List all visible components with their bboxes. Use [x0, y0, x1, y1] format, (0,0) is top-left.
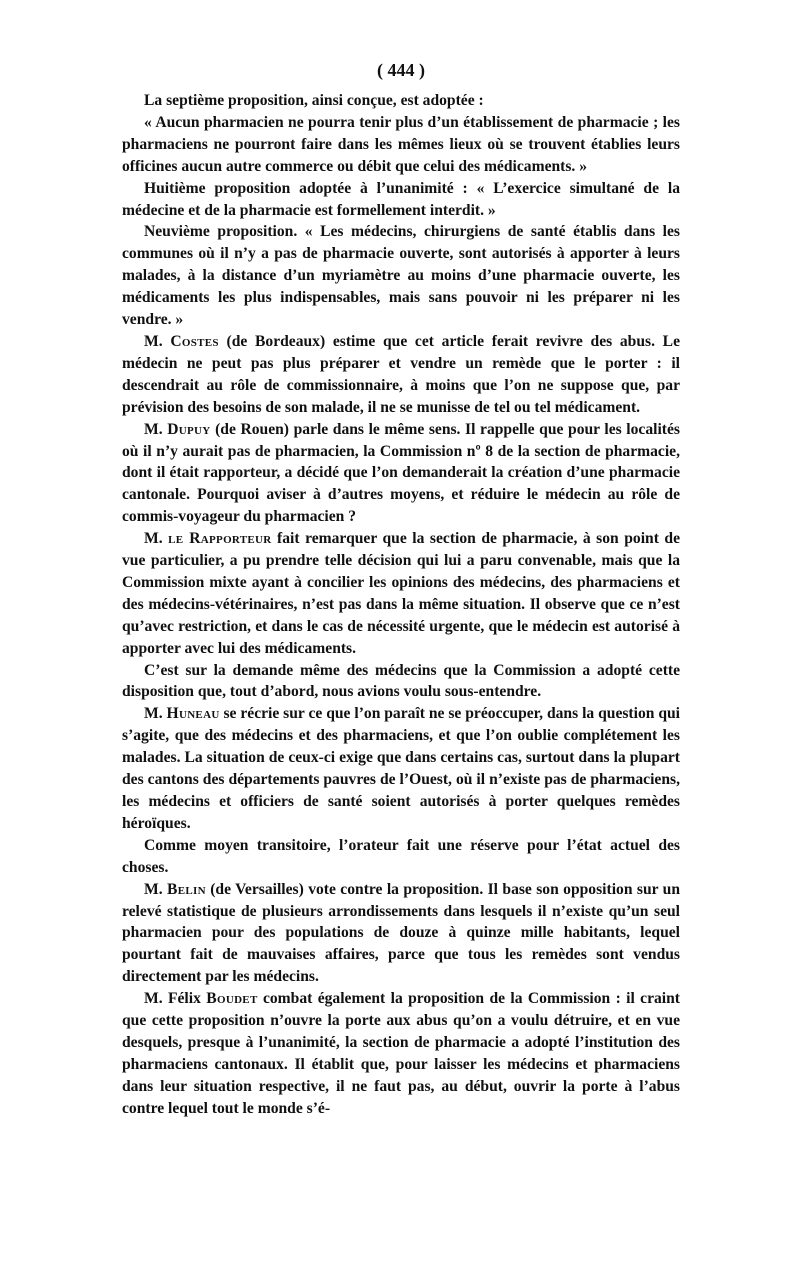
paragraph-quote-pharmacien: [122, 112, 680, 178]
paragraph-text: (de Versailles) vote contre la proposition. Il base son opposition sur un relevé statistique de plusieurs arrondissements dans lesquels il n’existe qu’un seul pharmacien pour des populations de douze à quinze mille habitants, lequel pourtant fait de mauvaises affaires, parce que tous les remèdes sont vendus directement par les médecins.: [122, 880, 680, 986]
paragraph-text: fait remarquer que la section de pharmacie, à son point de vue particulier, a pu prendre telle décision qui lui a paru convenable, mais que la Commission mixte ayant à concilier les opinions des médecins, des pharmaciens et des médecins-vétérinaires, n’est pas dans la même situation. Il observe que ce n’est qu’avec restriction, et dans le cas de nécessité urgente, que le médecin est autorisé à apporter avec lui des médicaments.: [122, 530, 680, 657]
speaker-prefix: M.: [144, 705, 167, 723]
paragraph-text: (de Bordeaux) estime que cet article ferait revivre des abus. Le médecin ne peut pas plus préparer et vendre un remède que le porter : il descendrait au rôle de commissionnaire, à moins que l’on ne suppose que, par prévision des besoins de son malade, il ne se munisse de tel ou tel médicament.: [122, 332, 680, 416]
paragraph-commission-adopted: [122, 660, 680, 704]
paragraph-costes: [122, 331, 680, 419]
paragraph-rapporteur: [122, 528, 680, 659]
paragraph-text: « Aucun pharmacien ne pourra tenir plus d’un établissement de pharmacie ; les pharmaciens ne pourront faire dans les mêmes lieux où se trouvent établies leurs officines aucun autre commerce ou débit que celui des médicaments. »: [122, 113, 680, 175]
document-page: [122, 58, 680, 1120]
paragraph-ninth-proposition: [122, 221, 680, 331]
speaker-prefix: M.: [144, 880, 168, 898]
paragraph-text: C’est sur la demande même des médecins que la Commission a adopté cette disposition que, tout d’abord, nous avions voulu sous-entendre.: [122, 661, 680, 701]
paragraph-text: Comme moyen transitoire, l’orateur fait une réserve pour l’état actuel des choses.: [122, 836, 680, 876]
paragraph-belin: [122, 879, 680, 989]
paragraph-transitoire: [122, 835, 680, 879]
paragraph-boudet: [122, 988, 680, 1119]
speaker-name: Dupuy: [167, 420, 211, 438]
page-number: ( 444 ): [377, 60, 425, 80]
paragraph-dupuy: [122, 419, 680, 529]
paragraph-text: (de Rouen) parle dans le même sens. Il rappelle que pour les localités où il n’y aurait pas de pharmacien, la Commission nº 8 de la section de pharmacie, dont il était rapporteur, a décidé que l’on demanderait la création d’une pharmacie cantonale. Pourquoi aviser à d’autres moyens, et réduire le médecin au rôle de commis-voyageur du pharmacien ?: [122, 420, 680, 526]
paragraph-text: combat également la proposition de la Commission : il craint que cette proposition n’ouvre la porte aux abus qu’on a voulu détruire, et en vue desquels, presque à l’unanimité, la section de pharmacie a adopté l’institution des pharmaciens cantonaux. Il établit que, pour laisser les médecins et pharmaciens dans leur situation respective, il ne faut pas, au début, ouvrir la porte à l’abus contre lequel tout le monde s’é-: [122, 990, 680, 1117]
speaker-name: le Rapporteur: [168, 530, 272, 548]
speaker-name: Costes: [170, 332, 219, 350]
speaker-prefix: M.: [144, 332, 171, 350]
paragraph-eighth-proposition: [122, 178, 680, 222]
speaker-prefix: M.: [144, 530, 169, 548]
speaker-prefix: M. Félix: [144, 990, 207, 1008]
paragraph-text: Neuvième proposition. « Les médecins, chirurgiens de santé établis dans les communes où il n’y a pas de pharmacie ouverte, sont autorisés à apporter à leurs malades, à la distance d’un myriamètre au moins d’une pharmacie ouverte, les médicaments les plus indispensables, mais sans pouvoir ni les préparer ni les vendre. »: [122, 223, 680, 329]
speaker-name: Huneau: [166, 705, 220, 723]
paragraph-huneau: [122, 703, 680, 834]
paragraph-text: se récrie sur ce que l’on paraît ne se préoccuper, dans la question qui s’agite, que des médecins et des pharmaciens, et que l’on oublie complétement les malades. La situation de ceux-ci exige que dans certains cas, surtout dans la plupart des cantons des départements pauvres de l’Ouest, où il n’existe pas de pharmaciens, les médecins et officiers de santé soient autorisés à porter quelques remèdes héroïques.: [122, 705, 681, 832]
speaker-name: Belin: [167, 880, 206, 898]
paragraph-text: Huitième proposition adoptée à l’unanimité : « L’exercice simultané de la médecine et de la pharmacie est formellement interdit. »: [122, 179, 680, 219]
speaker-name: Boudet: [206, 990, 258, 1008]
paragraph-text: La septième proposition, ainsi conçue, est adoptée :: [144, 92, 484, 109]
speaker-prefix: M.: [144, 420, 168, 438]
paragraph-seventh-proposition: [122, 90, 680, 112]
